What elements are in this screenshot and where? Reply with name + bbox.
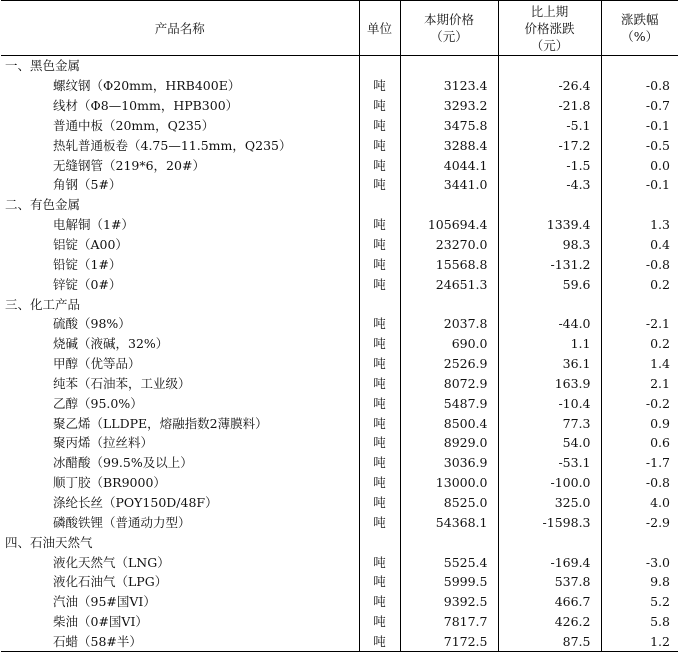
change-cell: -5.1 — [498, 116, 601, 136]
price-cell: 5999.5 — [400, 572, 498, 592]
unit-cell: 吨 — [359, 612, 400, 632]
percent-cell: 5.8 — [601, 612, 678, 632]
product-name-cell: 纯苯（石油苯，工业级） — [53, 375, 191, 391]
product-name-cell: 甲醇（优等品） — [53, 356, 141, 372]
product-name-cell: 锌锭（0#） — [53, 276, 122, 292]
table-row — [1, 393, 678, 413]
product-name-cell: 聚乙烯（LLDPE，熔融指数2薄膜料） — [53, 415, 268, 431]
unit-cell: 吨 — [359, 135, 400, 155]
product-name-cell: 磷酸铁锂（普通动力型） — [53, 514, 191, 530]
table-row — [1, 96, 678, 116]
table-row — [1, 592, 678, 612]
table-row — [1, 175, 678, 195]
unit-cell: 吨 — [359, 433, 400, 453]
unit-cell: 吨 — [359, 116, 400, 136]
empty-cell — [601, 195, 678, 215]
price-cell: 9392.5 — [400, 592, 498, 612]
empty-cell — [400, 195, 498, 215]
product-name-cell: 螺纹钢（Φ20mm，HRB400E） — [53, 78, 241, 94]
table-row — [1, 135, 678, 155]
percent-cell: -0.2 — [601, 393, 678, 413]
product-name-cell: 铝锭（A00） — [53, 237, 128, 253]
table-row — [1, 155, 678, 175]
price-cell: 13000.0 — [400, 473, 498, 493]
table-row — [1, 453, 678, 473]
product-name-cell: 普通中板（20mm，Q235） — [53, 117, 215, 133]
price-cell: 3475.8 — [400, 116, 498, 136]
price-cell: 3288.4 — [400, 135, 498, 155]
table-row — [1, 413, 678, 433]
product-name-cell: 角钢（5#） — [53, 177, 122, 193]
change-cell: 1339.4 — [498, 215, 601, 235]
empty-cell — [400, 56, 498, 76]
price-cell: 54368.1 — [400, 512, 498, 532]
change-cell: 325.0 — [498, 493, 601, 513]
percent-cell: 0.2 — [601, 274, 678, 294]
product-name-cell: 顺丁胶（BR9000） — [53, 475, 166, 491]
header-product-name: 产品名称 — [1, 1, 359, 56]
empty-cell — [498, 56, 601, 76]
price-cell: 8500.4 — [400, 413, 498, 433]
price-cell: 7817.7 — [400, 612, 498, 632]
table-row — [1, 334, 678, 354]
empty-cell — [601, 532, 678, 552]
category-label: 二、有色金属 — [5, 197, 81, 213]
table-row — [1, 354, 678, 374]
percent-cell: 1.3 — [601, 215, 678, 235]
product-name-cell: 柴油（0#国VI） — [53, 614, 148, 630]
price-cell: 8929.0 — [400, 433, 498, 453]
product-name-cell: 铅锭（1#） — [53, 256, 122, 272]
unit-cell: 吨 — [359, 592, 400, 612]
product-name-cell: 汽油（95#国VI） — [53, 594, 156, 610]
unit-cell: 吨 — [359, 512, 400, 532]
unit-cell: 吨 — [359, 453, 400, 473]
unit-cell: 吨 — [359, 473, 400, 493]
change-cell: -100.0 — [498, 473, 601, 493]
price-cell: 4044.1 — [400, 155, 498, 175]
change-cell: -26.4 — [498, 76, 601, 96]
table-header — [1, 1, 678, 56]
unit-cell: 吨 — [359, 572, 400, 592]
category-label: 四、石油天然气 — [5, 534, 93, 550]
category-label: 一、黑色金属 — [5, 58, 81, 74]
category-row — [1, 532, 678, 552]
table-row — [1, 552, 678, 572]
category-row — [1, 294, 678, 314]
empty-cell — [359, 294, 400, 314]
table-row — [1, 235, 678, 255]
product-name-cell: 烧碱（液碱，32%） — [53, 336, 169, 352]
change-cell: -169.4 — [498, 552, 601, 572]
price-cell: 2037.8 — [400, 314, 498, 334]
price-cell: 8072.9 — [400, 374, 498, 394]
unit-cell: 吨 — [359, 552, 400, 572]
percent-cell: -0.8 — [601, 76, 678, 96]
price-cell: 15568.8 — [400, 254, 498, 274]
table-row — [1, 314, 678, 334]
price-cell: 690.0 — [400, 334, 498, 354]
price-table — [1, 0, 678, 652]
percent-cell: 5.2 — [601, 592, 678, 612]
change-cell: -131.2 — [498, 254, 601, 274]
product-name-cell: 液化天然气（LNG） — [53, 554, 170, 570]
change-cell: -44.0 — [498, 314, 601, 334]
change-cell: 77.3 — [498, 413, 601, 433]
percent-cell: -2.9 — [601, 512, 678, 532]
empty-cell — [359, 195, 400, 215]
change-cell: 466.7 — [498, 592, 601, 612]
table-row — [1, 433, 678, 453]
product-name-cell: 无缝钢管（219*6，20#） — [53, 157, 205, 173]
empty-cell — [498, 195, 601, 215]
price-cell: 3293.2 — [400, 96, 498, 116]
unit-cell: 吨 — [359, 493, 400, 513]
table-row — [1, 493, 678, 513]
product-name-cell: 乙醇（95.0%） — [53, 395, 143, 411]
change-cell: 36.1 — [498, 354, 601, 374]
unit-cell: 吨 — [359, 334, 400, 354]
percent-cell: -0.1 — [601, 116, 678, 136]
percent-cell: 4.0 — [601, 493, 678, 513]
unit-cell: 吨 — [359, 235, 400, 255]
percent-cell: 9.8 — [601, 572, 678, 592]
percent-cell: 0.0 — [601, 155, 678, 175]
price-cell: 5525.4 — [400, 552, 498, 572]
price-cell: 2526.9 — [400, 354, 498, 374]
category-row — [1, 195, 678, 215]
table-row — [1, 215, 678, 235]
change-cell: 537.8 — [498, 572, 601, 592]
empty-cell — [359, 56, 400, 76]
percent-cell: -1.7 — [601, 453, 678, 473]
empty-cell — [359, 532, 400, 552]
empty-cell — [498, 294, 601, 314]
category-row — [1, 56, 678, 76]
change-cell: -1598.3 — [498, 512, 601, 532]
percent-cell: -0.7 — [601, 96, 678, 116]
unit-cell: 吨 — [359, 314, 400, 334]
percent-cell: 0.6 — [601, 433, 678, 453]
table-row — [1, 374, 678, 394]
unit-cell: 吨 — [359, 96, 400, 116]
empty-cell — [400, 532, 498, 552]
change-cell: -1.5 — [498, 155, 601, 175]
change-cell: -21.8 — [498, 96, 601, 116]
table-row — [1, 572, 678, 592]
unit-cell: 吨 — [359, 374, 400, 394]
product-name-cell: 石蜡（58#半） — [1, 631, 359, 651]
percent-cell: -0.1 — [601, 175, 678, 195]
unit-cell: 吨 — [359, 175, 400, 195]
change-cell: -10.4 — [498, 393, 601, 413]
price-cell: 3123.4 — [400, 76, 498, 96]
table-row — [1, 631, 678, 651]
product-name-cell: 热轧普通板卷（4.75—11.5mm，Q235） — [53, 137, 292, 153]
table-row — [1, 612, 678, 632]
product-name-cell: 冰醋酸（99.5%及以上） — [53, 455, 193, 471]
percent-cell: -0.8 — [601, 473, 678, 493]
percent-cell: -0.8 — [601, 254, 678, 274]
header-price-change: 比上期 价格涨跌 （元） — [498, 1, 601, 56]
unit-cell: 吨 — [359, 354, 400, 374]
change-cell: -17.2 — [498, 135, 601, 155]
table-body — [1, 56, 678, 652]
category-label: 三、化工产品 — [5, 296, 81, 312]
unit-cell: 吨 — [359, 76, 400, 96]
price-cell: 24651.3 — [400, 274, 498, 294]
percent-cell: 1.4 — [601, 354, 678, 374]
price-cell: 8525.0 — [400, 493, 498, 513]
product-name-cell: 聚丙烯（拉丝料） — [53, 435, 154, 451]
percent-cell: -0.5 — [601, 135, 678, 155]
change-cell: 59.6 — [498, 274, 601, 294]
change-cell: 87.5 — [498, 631, 601, 651]
product-name-cell: 线材（Φ8—10mm，HPB300） — [53, 98, 239, 114]
change-cell: 426.2 — [498, 612, 601, 632]
price-cell: 23270.0 — [400, 235, 498, 255]
change-cell: 163.9 — [498, 374, 601, 394]
unit-cell: 吨 — [359, 155, 400, 175]
percent-cell: 1.2 — [601, 631, 678, 651]
change-cell: 1.1 — [498, 334, 601, 354]
price-cell: 3036.9 — [400, 453, 498, 473]
unit-cell: 吨 — [359, 413, 400, 433]
header-change-percent: 涨跌幅 （%） — [601, 1, 678, 56]
unit-cell: 吨 — [359, 215, 400, 235]
price-cell: 7172.5 — [400, 631, 498, 651]
unit-cell: 吨 — [359, 631, 400, 651]
header-current-price: 本期价格 （元） — [400, 1, 498, 56]
empty-cell — [601, 294, 678, 314]
table-row — [1, 254, 678, 274]
product-name-cell: 液化石油气（LPG） — [53, 574, 168, 590]
unit-cell: 吨 — [359, 393, 400, 413]
product-name-cell: 电解铜（1#） — [53, 217, 134, 233]
price-cell: 105694.4 — [400, 215, 498, 235]
unit-cell: 吨 — [359, 274, 400, 294]
unit-cell: 吨 — [359, 254, 400, 274]
change-cell: -4.3 — [498, 175, 601, 195]
change-cell: -53.1 — [498, 453, 601, 473]
table-row — [1, 76, 678, 96]
empty-cell — [400, 294, 498, 314]
product-name-cell: 硫酸（98%） — [53, 316, 131, 332]
empty-cell — [601, 56, 678, 76]
price-cell: 3441.0 — [400, 175, 498, 195]
table-row — [1, 512, 678, 532]
percent-cell: 0.4 — [601, 235, 678, 255]
percent-cell: -3.0 — [601, 552, 678, 572]
percent-cell: 2.1 — [601, 374, 678, 394]
table-row — [1, 116, 678, 136]
table-row — [1, 274, 678, 294]
percent-cell: -2.1 — [601, 314, 678, 334]
percent-cell: 0.9 — [601, 413, 678, 433]
price-cell: 5487.9 — [400, 393, 498, 413]
change-cell: 98.3 — [498, 235, 601, 255]
empty-cell — [498, 532, 601, 552]
product-name-cell: 涤纶长丝（POY150D/48F） — [53, 494, 218, 510]
header-unit: 单位 — [359, 1, 400, 56]
table-row — [1, 473, 678, 493]
change-cell: 54.0 — [498, 433, 601, 453]
percent-cell: 0.2 — [601, 334, 678, 354]
